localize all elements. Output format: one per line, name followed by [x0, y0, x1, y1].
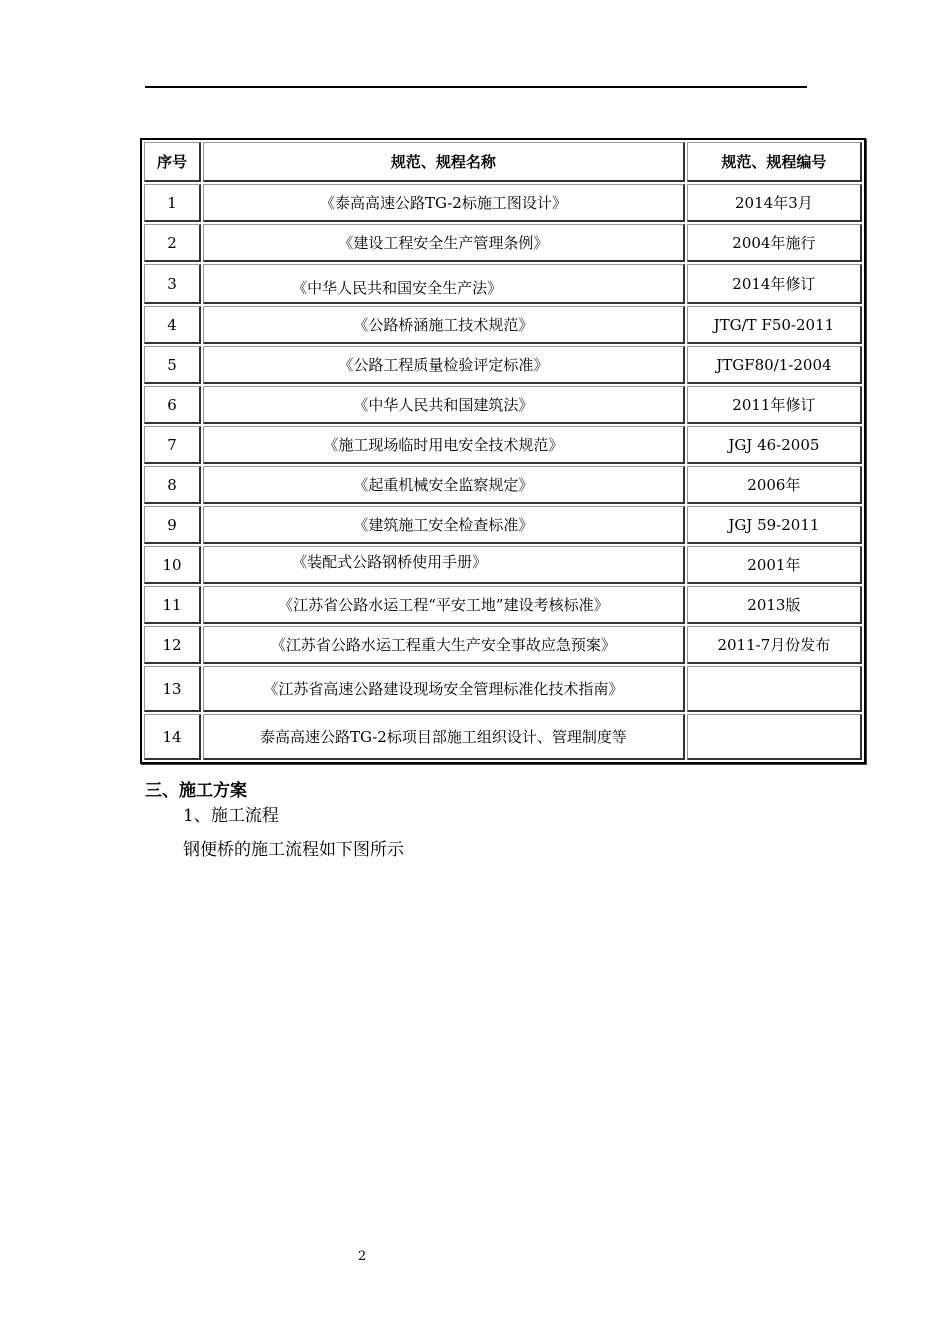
row-no: 2: [144, 224, 201, 262]
row-code: 2011-7月份发布: [687, 626, 862, 664]
table-row: [144, 386, 862, 424]
header-rule: [145, 86, 807, 88]
row-no: 14: [144, 714, 201, 760]
row-name: 《起重机械安全监察规定》: [203, 466, 685, 504]
row-no: 11: [144, 586, 201, 624]
row-no: 10: [144, 546, 201, 584]
row-no: 3: [144, 264, 201, 304]
row-no: 8: [144, 466, 201, 504]
row-code: 2006年: [687, 466, 862, 504]
row-name: 《建筑施工安全检查标准》: [203, 506, 685, 544]
row-name: 泰高高速公路TG-2标项目部施工组织设计、管理制度等: [203, 714, 685, 760]
row-no: 9: [144, 506, 201, 544]
table-row: [144, 586, 862, 624]
table-row: [144, 714, 862, 760]
table-row: [144, 306, 862, 344]
row-name: 《建设工程安全生产管理条例》: [203, 224, 685, 262]
row-no: 13: [144, 666, 201, 712]
row-code: [687, 714, 862, 760]
section-title: 三、施工方案: [145, 781, 247, 801]
standards-table: [140, 138, 866, 764]
row-code: JTGF80/1-2004: [687, 346, 862, 384]
row-name: 《公路工程质量检验评定标准》: [203, 346, 685, 384]
table-row: [144, 626, 862, 664]
page-number: 2: [358, 1249, 367, 1264]
table-header-row: [144, 142, 862, 182]
row-code: 2011年修订: [687, 386, 862, 424]
row-code: JTG/T F50-2011: [687, 306, 862, 344]
row-code: [687, 666, 862, 712]
row-no: 1: [144, 184, 201, 222]
row-code: 2014年修订: [687, 264, 862, 304]
row-no: 4: [144, 306, 201, 344]
header-name: 规范、规程名称: [203, 142, 685, 182]
row-name: 《泰高高速公路TG-2标施工图设计》: [203, 184, 685, 222]
row-name: 《江苏省公路水运工程重大生产安全事故应急预案》: [203, 626, 685, 664]
table-row: [144, 184, 862, 222]
row-no: 7: [144, 426, 201, 464]
row-name: 《施工现场临时用电安全技术规范》: [203, 426, 685, 464]
header-no: 序号: [144, 142, 201, 182]
table-row: [144, 466, 862, 504]
table-row: [144, 506, 862, 544]
row-code: 2004年施行: [687, 224, 862, 262]
row-code: 2013版: [687, 586, 862, 624]
row-code: JGJ 46-2005: [687, 426, 862, 464]
table-row: [144, 666, 862, 712]
row-name: 《江苏省公路水运工程“平安工地”建设考核标准》: [203, 586, 685, 624]
section-subtitle: 1、施工流程: [183, 806, 279, 826]
row-no: 5: [144, 346, 201, 384]
row-name: 《装配式公路钢桥使用手册》: [203, 546, 685, 584]
section-paragraph: 钢便桥的施工流程如下图所示: [183, 840, 404, 860]
row-code: JGJ 59-2011: [687, 506, 862, 544]
row-name: 《中华人民共和国安全生产法》: [203, 264, 685, 304]
table-row: [144, 546, 862, 584]
header-code: 规范、规程编号: [687, 142, 862, 182]
row-no: 6: [144, 386, 201, 424]
row-name: 《公路桥涵施工技术规范》: [203, 306, 685, 344]
table-row: [144, 224, 862, 262]
row-name: 《中华人民共和国建筑法》: [203, 386, 685, 424]
table-row: [144, 346, 862, 384]
table-row: [144, 426, 862, 464]
row-name: 《江苏省高速公路建设现场安全管理标准化技术指南》: [203, 666, 685, 712]
row-no: 12: [144, 626, 201, 664]
row-code: 2014年3月: [687, 184, 862, 222]
row-code: 2001年: [687, 546, 862, 584]
table-row: [144, 264, 862, 304]
